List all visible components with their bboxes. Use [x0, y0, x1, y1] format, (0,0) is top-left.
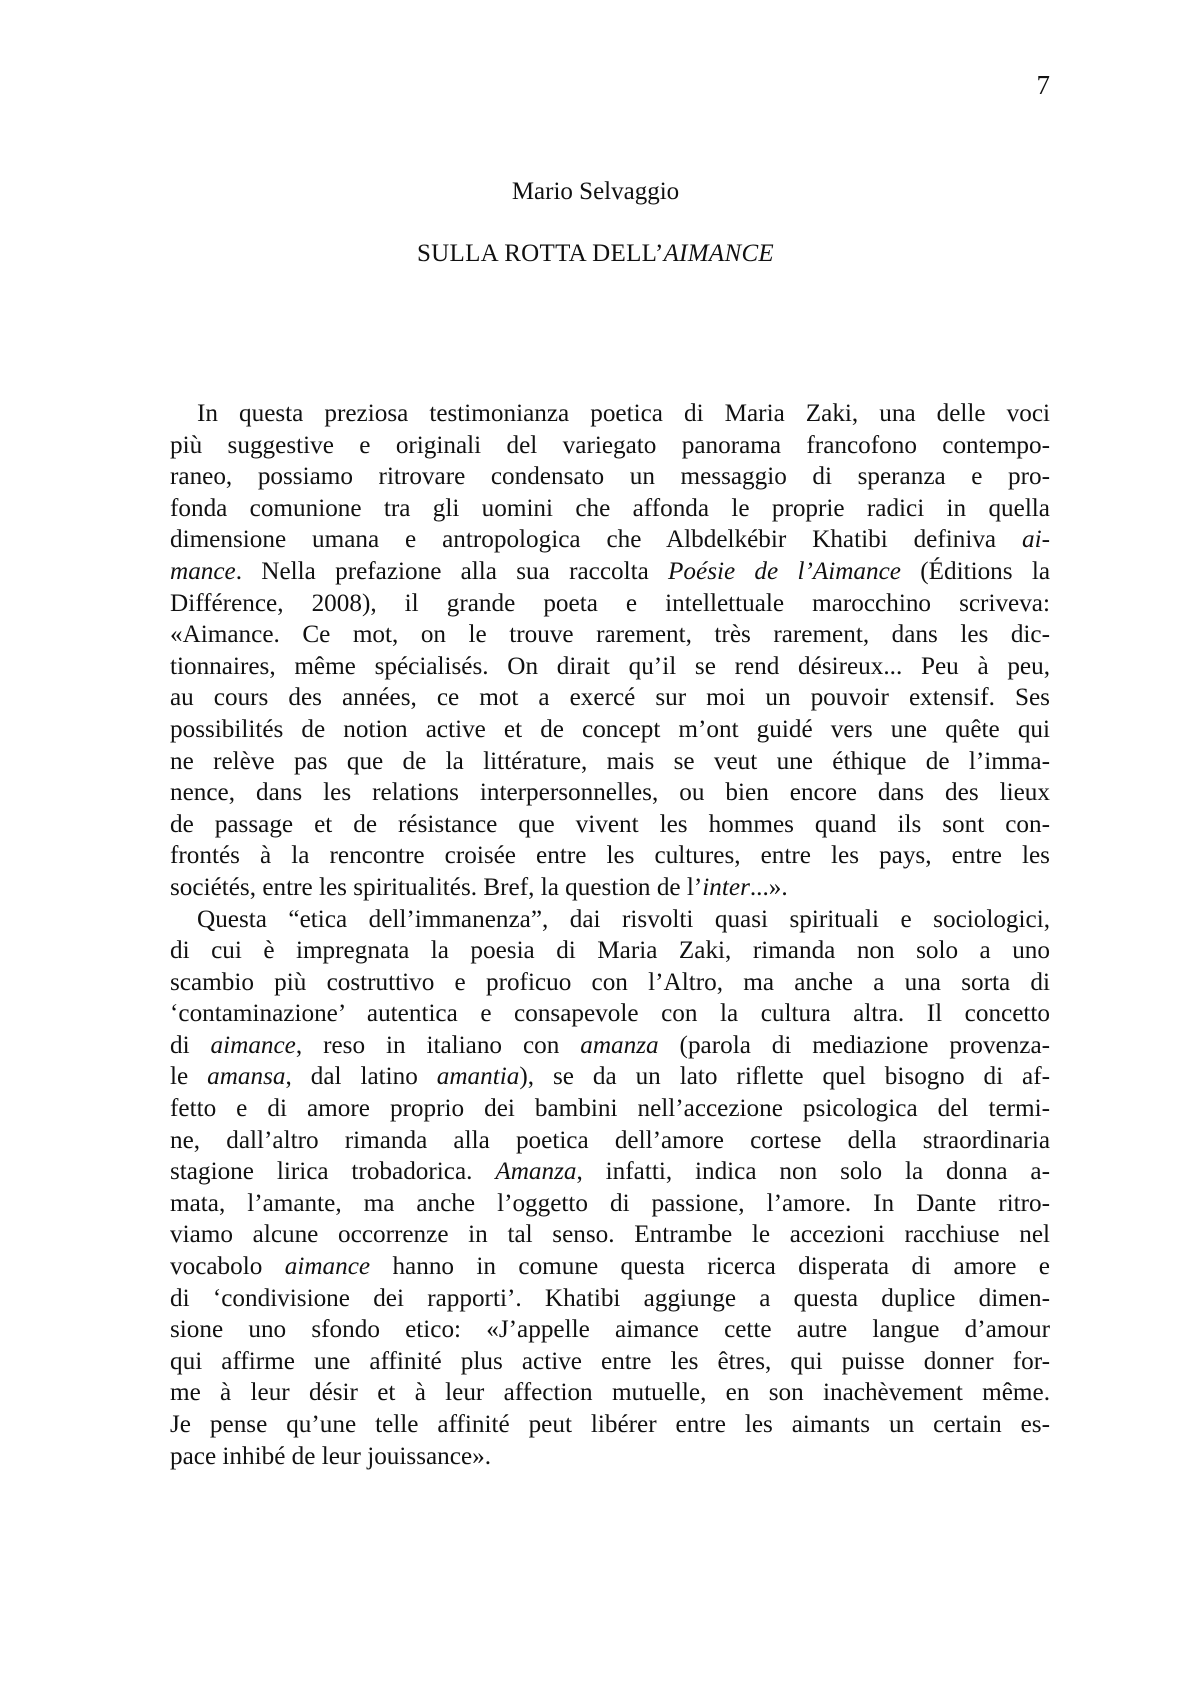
text-segment: au cours des années, ce mot a exercé sur moi un pouvoir extensif. Ses [170, 684, 1050, 712]
text-segment: ‘contaminazione’ autentica e consapevole con la cultura altra. Il concetto [170, 1000, 1050, 1028]
text-segment: più suggestive e originali del variegato panorama francofono contempo- [170, 431, 1050, 459]
italic-text: amansa [207, 1063, 286, 1091]
author-name: Mario Selvaggio [511, 178, 680, 205]
text-segment: fetto e di amore proprio dei bambini nell’accezione psicologica del termi- [170, 1095, 1050, 1123]
text-line [170, 1251, 1050, 1283]
text-line [170, 998, 1050, 1030]
text-segment: ne relève pas que de la littérature, mais se veut une éthique de l’imma- [170, 747, 1050, 775]
text-line [170, 809, 1050, 841]
text-line [170, 1061, 1050, 1093]
italic-text: aimance [284, 1253, 371, 1281]
text-line [170, 651, 1050, 683]
text-segment: . Nella prefazione alla sua raccolta [235, 557, 669, 585]
text-line [170, 1346, 1050, 1378]
paragraph [170, 904, 1050, 1473]
body-text [170, 398, 1050, 1472]
italic-text: Amanza [495, 1158, 577, 1186]
text-line [170, 1377, 1050, 1409]
text-segment: ...». [749, 873, 788, 901]
text-line [170, 588, 1050, 620]
text-segment: scambio più costruttivo e proficuo con l’Altro, ma anche a una sorta di [170, 968, 1050, 996]
text-segment: ne, dall’altro rimanda alla poetica dell’amore cortese della straordinaria [170, 1126, 1050, 1154]
text-line [170, 682, 1050, 714]
text-segment: dimensione umana e antropologica che Albdelkébir Khatibi definiva [170, 526, 1023, 554]
text-line [170, 746, 1050, 778]
text-segment: , infatti, indica non solo la donna a- [576, 1158, 1050, 1186]
text-segment: vocabolo [170, 1253, 285, 1281]
text-line [170, 1030, 1050, 1062]
text-segment: le [170, 1063, 208, 1091]
text-line [170, 1283, 1050, 1315]
text-line [170, 1156, 1050, 1188]
italic-text: amantia [436, 1063, 520, 1091]
text-segment: fonda comunione tra gli uomini che affonda le proprie radici in quella [170, 494, 1050, 522]
text-segment: tionnaires, même spécialisés. On dirait qu’il se rend désireux... Peu à peu, [170, 652, 1050, 680]
text-segment: possibilités de notion active et de concept m’ont guidé vers une quête qui [170, 715, 1050, 743]
italic-text: ai- [1022, 526, 1050, 554]
text-line [170, 777, 1050, 809]
text-segment: nence, dans les relations interpersonnelles, ou bien encore dans des lieux [170, 779, 1050, 807]
chapter-title [0, 240, 1191, 268]
text-segment: di [170, 1031, 211, 1059]
text-segment: In questa preziosa testimonianza poetica di Maria Zaki, una delle voci [197, 400, 1050, 427]
italic-text: aimance [210, 1031, 296, 1059]
text-line [170, 904, 1050, 936]
text-line [170, 493, 1050, 525]
text-line [170, 1314, 1050, 1346]
italic-text: Poésie de l’Aimance [668, 557, 901, 585]
title-italic: AIMANCE [663, 240, 775, 267]
text-line [170, 935, 1050, 967]
text-line [170, 461, 1050, 493]
text-segment: stagione lirica trobadorica. [170, 1158, 496, 1186]
text-line [170, 1441, 1050, 1473]
text-segment: raneo, possiamo ritrovare condensato un messaggio di speranza e pro- [170, 463, 1050, 491]
text-segment: viamo alcune occorrenze in tal senso. Entrambe le accezioni racchiuse nel [170, 1221, 1050, 1249]
text-line [170, 840, 1050, 872]
text-line [170, 398, 1050, 430]
text-line [170, 1219, 1050, 1251]
text-segment: Je pense qu’une telle affinité peut libérer entre les aimants un certain es- [170, 1411, 1050, 1438]
text-segment: , reso in italiano con [295, 1031, 581, 1059]
text-segment: de passage et de résistance que vivent les hommes quand ils sont con- [170, 810, 1050, 838]
text-segment: ), se da un lato riflette quel bisogno di af- [519, 1063, 1050, 1091]
text-segment: «Aimance. Ce mot, on le trouve rarement, très rarement, dans les dic- [170, 621, 1050, 649]
text-line [170, 967, 1050, 999]
italic-text: amanza [580, 1031, 659, 1059]
text-line [170, 872, 1050, 904]
text-line [170, 1409, 1050, 1441]
text-segment: sociétés, entre les spiritualités. Bref, la question de l’ [170, 873, 703, 901]
text-line [170, 556, 1050, 588]
text-segment: Différence, 2008), il grande poeta e intellettuale marocchino scriveva: [170, 589, 1050, 617]
text-segment: pace inhibé de leur jouissance». [170, 1442, 492, 1470]
text-segment: frontés à la rencontre croisée entre les cultures, entre les pays, entre les [170, 842, 1050, 870]
text-segment: sione uno sfondo etico: «J’appelle aimance cette autre langue d’amour [170, 1316, 1050, 1344]
italic-text: mance [170, 557, 236, 585]
text-segment: di ‘condivisione dei rapporti’. Khatibi aggiunge a questa duplice dimen- [170, 1284, 1050, 1312]
italic-text: inter [702, 873, 750, 901]
text-segment: di cui è impregnata la poesia di Maria Zaki, rimanda non solo a uno [170, 937, 1050, 965]
text-segment: , dal latino [285, 1063, 437, 1091]
text-segment: mata, l’amante, ma anche l’oggetto di passione, l’amore. In Dante ritro- [170, 1189, 1050, 1217]
text-line [170, 714, 1050, 746]
text-segment: qui affirme une affinité plus active entre les êtres, qui puisse donner for- [170, 1347, 1050, 1375]
page-number: 7 [1036, 70, 1050, 100]
title-prefix: SULLA ROTTA DELL’ [416, 240, 664, 267]
text-segment: Questa “etica dell’immanenza”, dai risvolti quasi spirituali e sociologici, [197, 905, 1050, 933]
text-line [170, 1125, 1050, 1157]
text-segment: (Éditions la [900, 557, 1051, 585]
text-line [170, 524, 1050, 556]
text-segment: me à leur désir et à leur affection mutuelle, en son inachèvement même. [170, 1379, 1050, 1407]
text-line [170, 1188, 1050, 1220]
text-segment: hanno in comune questa ricerca disperata di amore e [370, 1253, 1050, 1281]
text-segment: (parola di mediazione provenza- [658, 1031, 1051, 1059]
paragraph [170, 398, 1050, 904]
text-line [170, 619, 1050, 651]
text-line [170, 430, 1050, 462]
text-line [170, 1093, 1050, 1125]
